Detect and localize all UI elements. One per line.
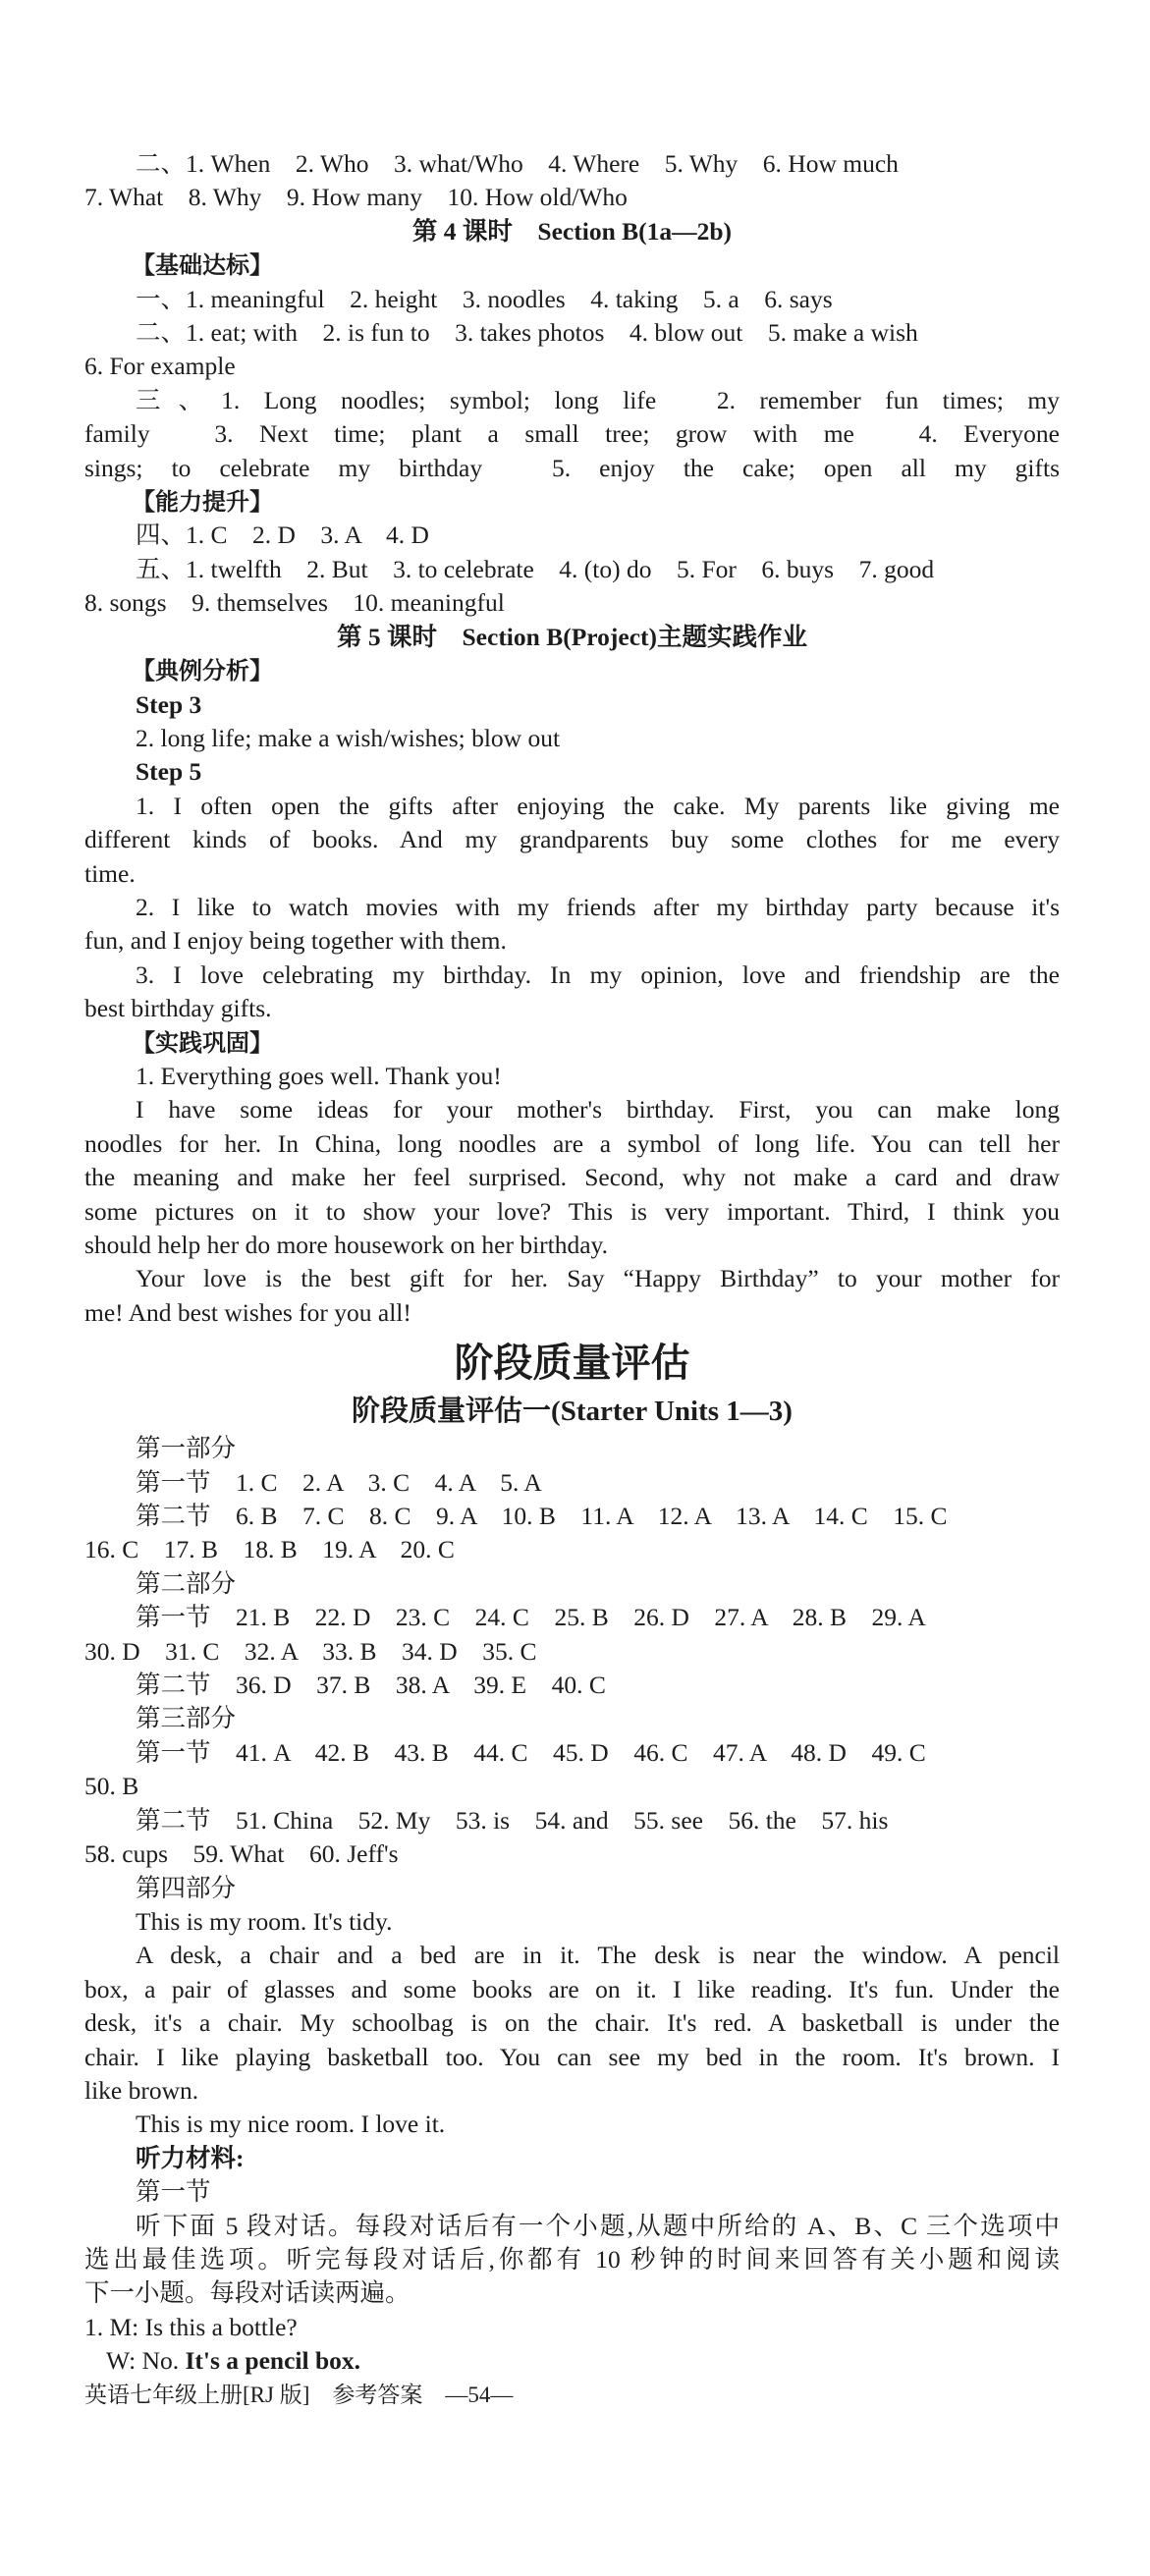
text-line: time. <box>84 858 136 888</box>
text-line: 第一节 <box>136 2177 211 2207</box>
text-line: 6. For example <box>84 352 236 381</box>
assessment-title: 阶段质量评估一(Starter Units 1—3) <box>352 1396 793 1428</box>
text-line: noodles for her. In China, long noodles are a symbol of long life. You can tell her <box>84 1128 1060 1158</box>
text-line: sings; to celebrate my birthday 5. enjoy the cake; open all my gifts <box>84 453 1060 482</box>
text-line: 第三部分 <box>136 1704 237 1733</box>
text-line: different kinds of books. And my grandparents buy some clothes for me every <box>84 825 1060 854</box>
text-line: 第二节 36. D 37. B 38. A 39. E 40. C <box>136 1671 606 1700</box>
section-heading: 【能力提升】 <box>132 488 273 517</box>
text-line: I have some ideas for your mother's birthday. First, you can make long <box>136 1095 1060 1124</box>
section-heading: 【基础达标】 <box>132 251 273 280</box>
text-line: 2. long life; make a wish/wishes; blow out <box>136 723 561 752</box>
step-heading: Step 5 <box>136 757 202 787</box>
text-line: best birthday gifts. <box>84 994 272 1023</box>
text-line: 第一节 41. A 42. B 43. B 44. C 45. D 46. C 47. A 48. D 49. C <box>136 1737 926 1767</box>
text-line: 第一部分 <box>136 1434 237 1463</box>
step-heading: Step 3 <box>136 689 202 719</box>
text-line: 第二节 6. B 7. C 8. C 9. A 10. B 11. A 12. A 13. A 14. C 15. C <box>136 1502 948 1531</box>
text-line: 1. Everything goes well. Thank you! <box>136 1061 502 1090</box>
text-line: 选出最佳选项。听完每段对话后,你都有 10 秒钟的时间来回答有关小题和阅读 <box>84 2244 1060 2274</box>
text-line: 五、1. twelfth 2. But 3. to celebrate 4. (to) do 5. For 6. buys 7. good <box>136 554 935 583</box>
text-line: 三、1. Long noodles; symbol; long life 2. remember fun times; my <box>136 385 1060 414</box>
text-line: 二、1. eat; with 2. is fun to 3. takes photos 4. blow out 5. make a wish <box>136 318 918 348</box>
text-line: Your love is the best gift for her. Say “Happy Birthday” to your mother for <box>136 1264 1060 1293</box>
text-line: fun, and I enjoy being together with them. <box>84 926 507 956</box>
text-line: 二、1. When 2. Who 3. what/Who 4. Where 5. Why 6. How much <box>136 149 899 178</box>
text-line: 第一节 1. C 2. A 3. C 4. A 5. A <box>136 1467 542 1497</box>
text-line: 第四部分 <box>136 1873 237 1902</box>
text-line: 四、1. C 2. D 3. A 4. D <box>136 521 429 550</box>
page-footer: 英语七年级上册[RJ 版] 参考答案 —54— <box>84 2383 514 2407</box>
text-line: some pictures on it to show your love? This is very important. Third, I think you <box>84 1196 1060 1226</box>
text-line <box>84 2344 1060 2378</box>
text-line: desk, it's a chair. My schoolbag is on the chair. It's red. A basketball is under the <box>84 2008 1060 2038</box>
text-line: 一、1. meaningful 2. height 3. noodles 4. taking 5. a 6. says <box>136 284 833 313</box>
text-line: A desk, a chair and a bed are in it. The desk is near the window. A pencil <box>136 1941 1060 1970</box>
text-line: 8. songs 9. themselves 10. meaningful <box>84 588 505 618</box>
text-line: 7. What 8. Why 9. How many 10. How old/Who <box>84 183 628 212</box>
text-line: chair. I like playing basketball too. You can see my bed in the room. It's brown. I <box>84 2042 1060 2071</box>
text-line: 第二节 51. China 52. My 53. is 54. and 55. see 56. the 57. his <box>136 1805 889 1835</box>
text-line: 1. I often open the gifts after enjoying the cake. My parents like giving me <box>136 791 1060 820</box>
text-line: 第二部分 <box>136 1568 237 1598</box>
lesson-heading: 第 5 课时 Section B(Project)主题实践作业 <box>337 622 807 651</box>
lesson-heading: 第 4 课时 Section B(1a—2b) <box>411 216 733 246</box>
text-line: 2. I like to watch movies with my friends after my birthday party because it's <box>136 892 1060 921</box>
text-line: like brown. <box>84 2075 199 2105</box>
text-line: 听下面 5 段对话。每段对话后有一个小题,从题中所给的 A、B、C 三个选项中 <box>136 2211 1060 2240</box>
text-line: This is my room. It's tidy. <box>136 1906 393 1936</box>
section-heading: 【典例分析】 <box>132 657 273 685</box>
text-line: me! And best wishes for you all! <box>84 1297 411 1327</box>
section-heading: 【实践巩固】 <box>132 1028 273 1057</box>
text-line: 50. B <box>84 1772 139 1801</box>
text-line: box, a pair of glasses and some books are on it. I like reading. It's fun. Under the <box>84 1974 1060 2003</box>
listening-heading: 听力材料: <box>136 2143 245 2172</box>
text-line: family 3. Next time; plant a small tree; grow with me 4. Everyone <box>84 419 1060 449</box>
dialogue-answer: It's a pencil box. <box>185 2346 361 2376</box>
chapter-title: 阶段质量评估 <box>454 1341 690 1386</box>
text-line: 16. C 17. B 18. B 19. A 20. C <box>84 1535 455 1564</box>
dialogue-prefix: W: No. <box>106 2346 186 2376</box>
text-line: 30. D 31. C 32. A 33. B 34. D 35. C <box>84 1636 537 1666</box>
text-line: should help her do more housework on her birthday. <box>84 1231 609 1259</box>
text-line: 58. cups 59. What 60. Jeff's <box>84 1839 399 1869</box>
text-line: 下一小题。每段对话读两遍。 <box>84 2278 411 2308</box>
text-line: This is my nice room. I love it. <box>136 2110 446 2139</box>
text-line: 1. M: Is this a bottle? <box>84 2312 298 2341</box>
text-line: 第一节 21. B 22. D 23. C 24. C 25. B 26. D 27. A 28. B 29. A <box>136 1603 926 1632</box>
text-line: the meaning and make her feel surprised. Second, why not make a card and draw <box>84 1163 1060 1192</box>
text-line: 3. I love celebrating my birthday. In my opinion, love and friendship are the <box>136 959 1060 989</box>
